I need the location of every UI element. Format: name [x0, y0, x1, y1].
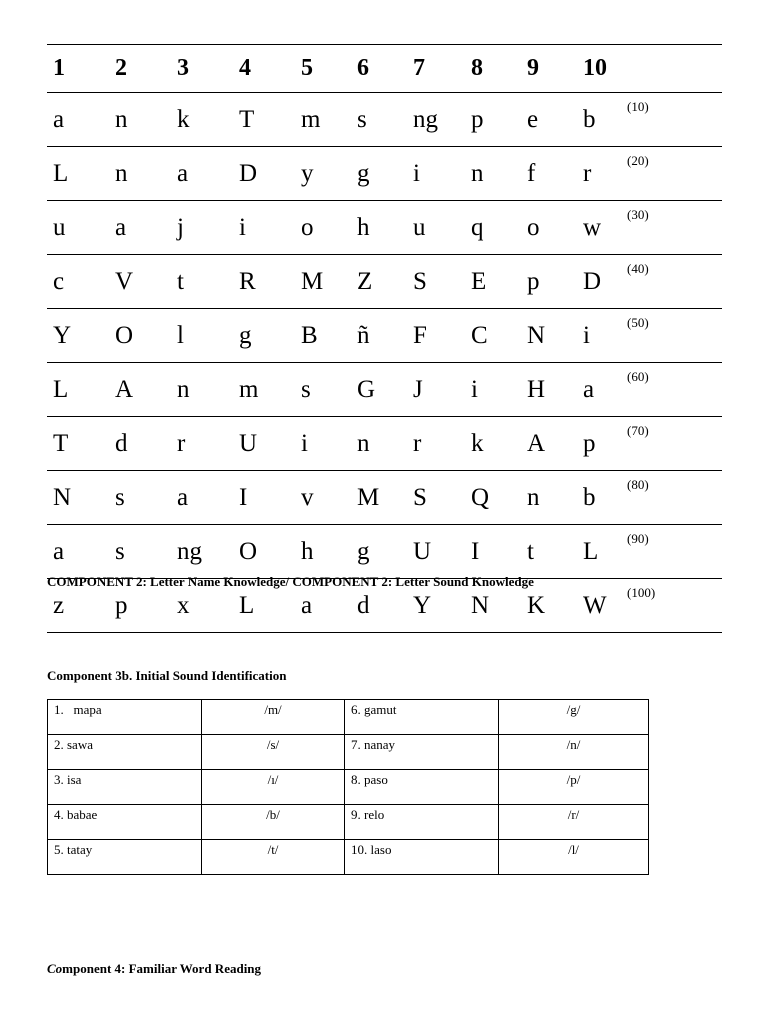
- letter-row: [47, 309, 722, 363]
- column-number: 7: [407, 45, 465, 93]
- sound-row: [48, 840, 649, 875]
- letter-cell: u: [47, 201, 109, 255]
- column-number: 1: [47, 45, 109, 93]
- letter-table-header-row: [47, 45, 722, 93]
- letter-cell: s: [109, 471, 171, 525]
- letter-cell: O: [233, 525, 295, 579]
- running-score: (60): [625, 363, 722, 417]
- letter-cell: Z: [351, 255, 407, 309]
- running-score: (40): [625, 255, 722, 309]
- word-cell: 6. gamut: [345, 700, 499, 735]
- column-number: 10: [577, 45, 625, 93]
- letter-cell: W: [577, 579, 625, 633]
- letter-cell: L: [47, 363, 109, 417]
- letter-cell: e: [521, 93, 577, 147]
- letter-row: [47, 525, 722, 579]
- letter-cell: a: [47, 525, 109, 579]
- running-score: (80): [625, 471, 722, 525]
- letter-cell: I: [233, 471, 295, 525]
- letter-cell: b: [577, 471, 625, 525]
- letter-cell: R: [233, 255, 295, 309]
- initial-sound-table: [47, 699, 649, 875]
- letter-row: [47, 471, 722, 525]
- running-score: (20): [625, 147, 722, 201]
- component2-caption: COMPONENT 2: Letter Name Knowledge/ COMPONENT 2: Letter Sound Knowledge: [47, 574, 534, 589]
- letter-cell: N: [465, 579, 521, 633]
- letter-cell: p: [465, 93, 521, 147]
- letter-cell: j: [171, 201, 233, 255]
- letter-cell: w: [577, 201, 625, 255]
- letter-cell: U: [407, 525, 465, 579]
- letter-cell: L: [233, 579, 295, 633]
- sound-cell: /g/: [499, 700, 649, 735]
- letter-cell: h: [295, 525, 351, 579]
- running-score: (70): [625, 417, 722, 471]
- component3b-title: Component 3b. Initial Sound Identification: [47, 668, 287, 683]
- component4-title: [47, 961, 261, 977]
- score-header-cell: [625, 45, 722, 93]
- column-number: 3: [171, 45, 233, 93]
- letter-cell: k: [171, 93, 233, 147]
- letter-cell: C: [465, 309, 521, 363]
- letter-cell: c: [47, 255, 109, 309]
- letter-cell: v: [295, 471, 351, 525]
- letter-cell: a: [171, 147, 233, 201]
- column-number: 8: [465, 45, 521, 93]
- letter-cell: n: [351, 417, 407, 471]
- running-score: (100): [625, 579, 722, 633]
- letter-cell: T: [233, 93, 295, 147]
- letter-cell: B: [295, 309, 351, 363]
- letter-cell: N: [521, 309, 577, 363]
- letter-cell: K: [521, 579, 577, 633]
- letter-cell: p: [577, 417, 625, 471]
- letter-cell: Q: [465, 471, 521, 525]
- sound-cell: /l/: [499, 840, 649, 875]
- sound-row: [48, 770, 649, 805]
- word-cell: 2. sawa: [48, 735, 202, 770]
- letter-cell: i: [295, 417, 351, 471]
- letter-cell: g: [351, 147, 407, 201]
- letter-cell: L: [47, 147, 109, 201]
- letter-cell: x: [171, 579, 233, 633]
- column-number: 9: [521, 45, 577, 93]
- letter-cell: p: [521, 255, 577, 309]
- letter-cell: q: [465, 201, 521, 255]
- letter-cell: g: [351, 525, 407, 579]
- letter-cell: J: [407, 363, 465, 417]
- letter-cell: l: [171, 309, 233, 363]
- sound-cell: /p/: [499, 770, 649, 805]
- letter-cell: y: [295, 147, 351, 201]
- component4-title-italic: Co: [47, 961, 63, 976]
- letter-cell: A: [521, 417, 577, 471]
- letter-cell: m: [295, 93, 351, 147]
- running-score: (90): [625, 525, 722, 579]
- letter-cell: i: [407, 147, 465, 201]
- letter-cell: o: [295, 201, 351, 255]
- letter-cell: H: [521, 363, 577, 417]
- letter-cell: r: [407, 417, 465, 471]
- letter-cell: V: [109, 255, 171, 309]
- letter-cell: k: [465, 417, 521, 471]
- sound-cell: /s/: [202, 735, 345, 770]
- letter-cell: S: [407, 471, 465, 525]
- letter-cell: n: [109, 147, 171, 201]
- running-score: (10): [625, 93, 722, 147]
- sound-cell: /m/: [202, 700, 345, 735]
- letter-cell: O: [109, 309, 171, 363]
- letter-cell: ng: [171, 525, 233, 579]
- letter-cell: t: [171, 255, 233, 309]
- letter-cell: a: [295, 579, 351, 633]
- letter-cell: D: [233, 147, 295, 201]
- letter-cell: g: [233, 309, 295, 363]
- word-cell: 9. relo: [345, 805, 499, 840]
- letter-cell: s: [109, 525, 171, 579]
- letter-cell: t: [521, 525, 577, 579]
- word-cell: 5. tatay: [48, 840, 202, 875]
- letter-cell: ng: [407, 93, 465, 147]
- sound-cell: /n/: [499, 735, 649, 770]
- letter-cell: I: [465, 525, 521, 579]
- word-cell: 1. mapa: [48, 700, 202, 735]
- letter-cell: f: [521, 147, 577, 201]
- letter-cell: ñ: [351, 309, 407, 363]
- letter-cell: n: [521, 471, 577, 525]
- letter-cell: u: [407, 201, 465, 255]
- letter-cell: A: [109, 363, 171, 417]
- letter-cell: i: [233, 201, 295, 255]
- letter-cell: T: [47, 417, 109, 471]
- sound-row: [48, 735, 649, 770]
- sound-cell: /ı/: [202, 770, 345, 805]
- letter-table: [47, 44, 722, 633]
- letter-row: [47, 147, 722, 201]
- sound-row: [48, 700, 649, 735]
- letter-cell: i: [577, 309, 625, 363]
- letter-cell: z: [47, 579, 109, 633]
- letter-row: [47, 363, 722, 417]
- letter-cell: n: [109, 93, 171, 147]
- component4-title-rest: mponent 4: Familiar Word Reading: [62, 961, 262, 976]
- letter-cell: L: [577, 525, 625, 579]
- letter-cell: r: [171, 417, 233, 471]
- sound-cell: /b/: [202, 805, 345, 840]
- letter-cell: n: [465, 147, 521, 201]
- letter-cell: Y: [47, 309, 109, 363]
- letter-cell: U: [233, 417, 295, 471]
- letter-cell: a: [109, 201, 171, 255]
- word-cell: 4. babae: [48, 805, 202, 840]
- letter-cell: M: [295, 255, 351, 309]
- letter-cell: S: [407, 255, 465, 309]
- column-number: 5: [295, 45, 351, 93]
- column-number: 4: [233, 45, 295, 93]
- letter-cell: o: [521, 201, 577, 255]
- column-number: 2: [109, 45, 171, 93]
- word-cell: 3. isa: [48, 770, 202, 805]
- letter-cell: D: [577, 255, 625, 309]
- sound-cell: /r/: [499, 805, 649, 840]
- running-score: (30): [625, 201, 722, 255]
- letter-cell: r: [577, 147, 625, 201]
- letter-cell: m: [233, 363, 295, 417]
- letter-row: [47, 93, 722, 147]
- letter-cell: s: [295, 363, 351, 417]
- letter-cell: n: [171, 363, 233, 417]
- letter-cell: M: [351, 471, 407, 525]
- letter-row: [47, 255, 722, 309]
- letter-cell: Y: [407, 579, 465, 633]
- letter-row: [47, 201, 722, 255]
- running-score: (50): [625, 309, 722, 363]
- letter-cell: s: [351, 93, 407, 147]
- sound-row: [48, 805, 649, 840]
- word-cell: 7. nanay: [345, 735, 499, 770]
- letter-cell: b: [577, 93, 625, 147]
- word-cell: 8. paso: [345, 770, 499, 805]
- word-cell: 10. laso: [345, 840, 499, 875]
- letter-cell: i: [465, 363, 521, 417]
- sound-cell: /t/: [202, 840, 345, 875]
- letter-cell: a: [171, 471, 233, 525]
- letter-cell: E: [465, 255, 521, 309]
- letter-cell: N: [47, 471, 109, 525]
- letter-cell: G: [351, 363, 407, 417]
- letter-cell: d: [351, 579, 407, 633]
- letter-cell: a: [47, 93, 109, 147]
- letter-cell: p: [109, 579, 171, 633]
- letter-cell: d: [109, 417, 171, 471]
- letter-cell: h: [351, 201, 407, 255]
- letter-cell: F: [407, 309, 465, 363]
- column-number: 6: [351, 45, 407, 93]
- letter-row: [47, 417, 722, 471]
- letter-cell: a: [577, 363, 625, 417]
